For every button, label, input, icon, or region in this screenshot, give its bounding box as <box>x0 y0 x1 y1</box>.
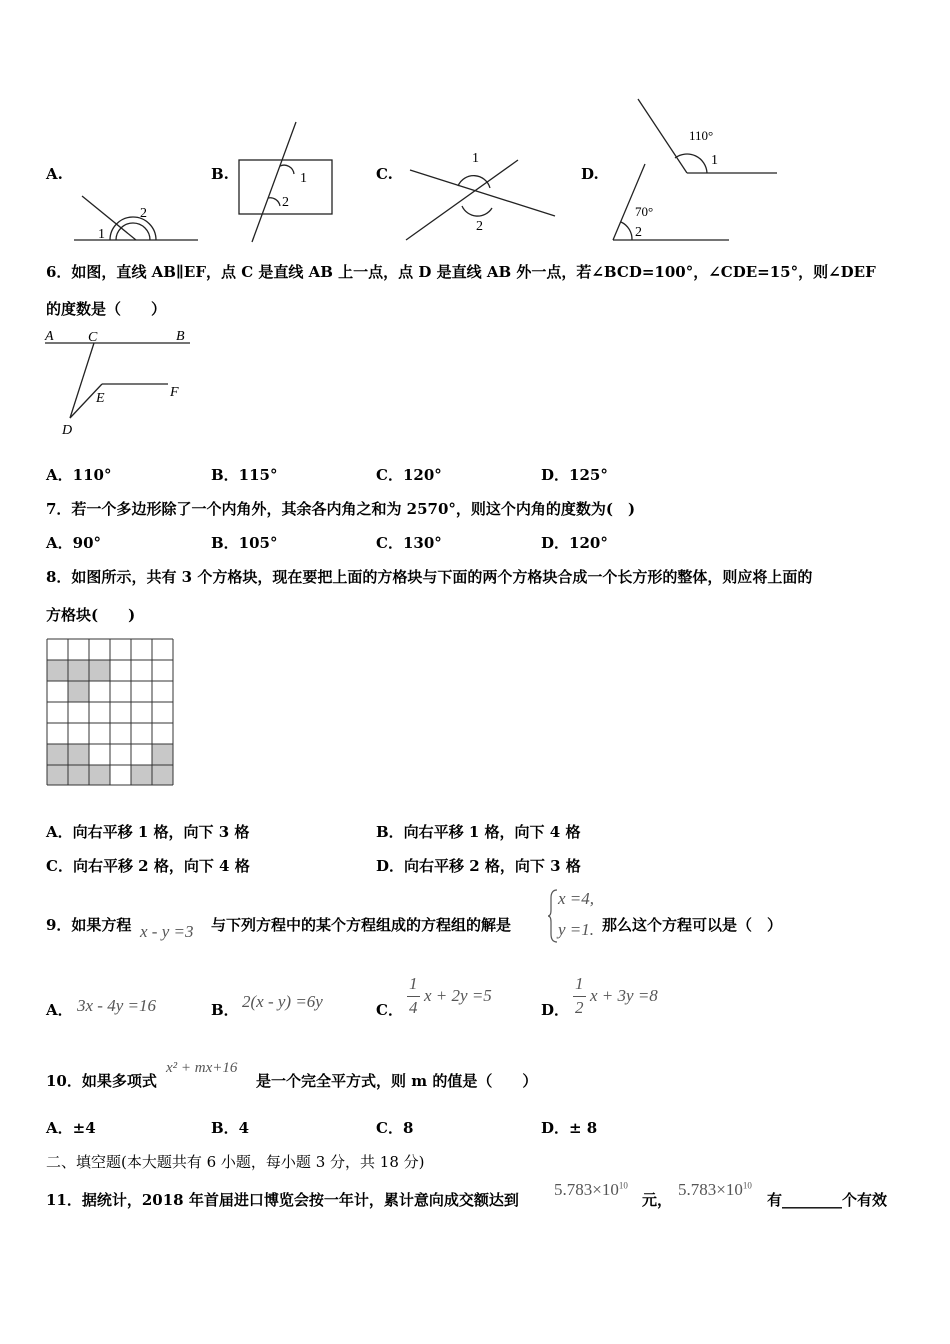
q11-text-pre: 11．据统计，2018 年首届进口博览会按一年计，累计意向成交额达到 <box>46 1191 519 1209</box>
q6-text-line2: 的度数是（ ） <box>46 300 167 318</box>
q8-grid-figure <box>46 638 178 786</box>
q9-option-c-fraction-bar <box>407 996 420 997</box>
q5d-angle-110: 110° <box>689 128 714 143</box>
q5-figure-a <box>70 190 200 245</box>
q9-option-d-label: D． <box>541 1001 570 1019</box>
q6-point-b: B <box>176 329 185 344</box>
q10-text-pre: 10．如果多项式 <box>46 1072 157 1090</box>
q6-option-a: A．110° <box>46 466 112 484</box>
q10-option-b: B．4 <box>211 1119 250 1137</box>
q5-option-c-label: C. <box>376 165 393 183</box>
q5b-angle1: 1 <box>300 171 307 186</box>
q5-figure-b <box>236 120 336 245</box>
q5-option-a-label: A. <box>46 165 63 183</box>
q10-option-a: A．±4 <box>46 1119 96 1137</box>
q9-option-c-num: 1 <box>409 974 418 993</box>
q5-option-d-label: D. <box>581 165 599 183</box>
q5d-angle1: 1 <box>711 153 718 168</box>
q10-option-d: D．± 8 <box>541 1119 598 1137</box>
q6-option-d: D．125° <box>541 466 608 484</box>
q5b-angle2: 2 <box>282 195 289 210</box>
q5c-angle2: 2 <box>476 219 483 234</box>
q5-figure-d <box>605 96 785 246</box>
q10-option-c: C．8 <box>376 1119 414 1137</box>
q9-system-line2: y =1. <box>558 920 595 939</box>
q6-point-a: A <box>45 329 54 344</box>
q5d-angle-70: 70° <box>635 204 654 219</box>
q9-option-c-rest: x + 2y =5 <box>424 986 492 1005</box>
q6-point-e: E <box>96 391 105 406</box>
q6-point-c: C <box>88 330 98 345</box>
q10-text-post: 是一个完全平方式，则 m 的值是（ ） <box>256 1072 538 1090</box>
q6-point-d: D <box>62 423 73 438</box>
q9-option-c-label: C． <box>376 1001 403 1019</box>
q5a-angle2: 2 <box>140 206 147 221</box>
q9-option-d-fraction-bar <box>573 996 586 997</box>
q9-text-mid: 与下列方程中的某个方程组成的方程组的解是 <box>211 916 512 934</box>
q9-option-b-label: B． <box>211 1001 239 1019</box>
q7-option-a: A．90° <box>46 534 102 552</box>
q9-equation: x - y =3 <box>140 922 194 941</box>
q8-option-c: C．向右平移 2 格，向下 4 格 <box>46 857 250 875</box>
q11-number-2: $5.783\times 10^{10}$ <box>678 1180 752 1199</box>
q6-point-f: F <box>170 385 179 400</box>
q6-option-b: B．115° <box>211 466 278 484</box>
q8-text-line1: 8．如图所示，共有 3 个方格块，现在要把上面的方格块与下面的两个方格块合成一个长方形的整体，则应将上面的 <box>46 568 813 586</box>
q9-option-b-eq: 2(x - y) =6y <box>242 992 323 1011</box>
q5-option-b-label: B. <box>211 165 229 183</box>
q7-option-d: D．120° <box>541 534 608 552</box>
q7-option-b: B．105° <box>211 534 278 552</box>
q5d-angle2: 2 <box>635 225 642 240</box>
section-heading-fill-in: 二、填空题(本大题共有 6 小题，每小题 3 分，共 18 分) <box>46 1153 425 1171</box>
q9-text-post: 那么这个方程可以是（ ） <box>602 916 783 934</box>
q8-option-b: B．向右平移 1 格，向下 4 格 <box>376 823 581 841</box>
q5c-angle1: 1 <box>472 151 479 166</box>
q9-option-d-rest: x + 3y =8 <box>590 986 658 1005</box>
q9-text-pre: 9．如果方程 <box>46 916 132 934</box>
q9-option-d-num: 1 <box>575 974 584 993</box>
q8-text-line2: 方格块( ) <box>46 606 136 624</box>
q7-option-c: C．130° <box>376 534 442 552</box>
q6-option-c: C．120° <box>376 466 442 484</box>
q11-text-post: 有________个有效 <box>767 1191 888 1209</box>
q11-text-mid: 元， <box>642 1191 673 1209</box>
q7-text: 7．若一个多边形除了一个内角外，其余各内角之和为 2570°，则这个内角的度数为( ) <box>46 500 636 518</box>
q5-figure-c <box>400 148 560 244</box>
q6-text-line1: 6．如图，直线 AB∥EF，点 C 是直线 AB 上一点，点 D 是直线 AB 外一点，若∠BCD=100°，∠CDE=15°，则∠DEF <box>46 263 876 281</box>
q8-option-d: D．向右平移 2 格，向下 3 格 <box>376 857 581 875</box>
q9-system-line1: x =4, <box>558 889 595 908</box>
q5a-angle1: 1 <box>98 227 105 242</box>
q11-number-1: $5.783\times 10^{10}$ <box>554 1180 628 1199</box>
q8-option-a: A．向右平移 1 格，向下 3 格 <box>46 823 250 841</box>
q9-option-c-den: 4 <box>409 998 418 1017</box>
q10-polynomial: x² + mx+16 <box>166 1060 238 1076</box>
q6-figure <box>42 326 197 438</box>
q9-option-d-den: 2 <box>575 998 584 1017</box>
q9-option-a-eq: 3x - 4y =16 <box>77 996 156 1015</box>
q9-option-a-label: A． <box>46 1001 73 1019</box>
